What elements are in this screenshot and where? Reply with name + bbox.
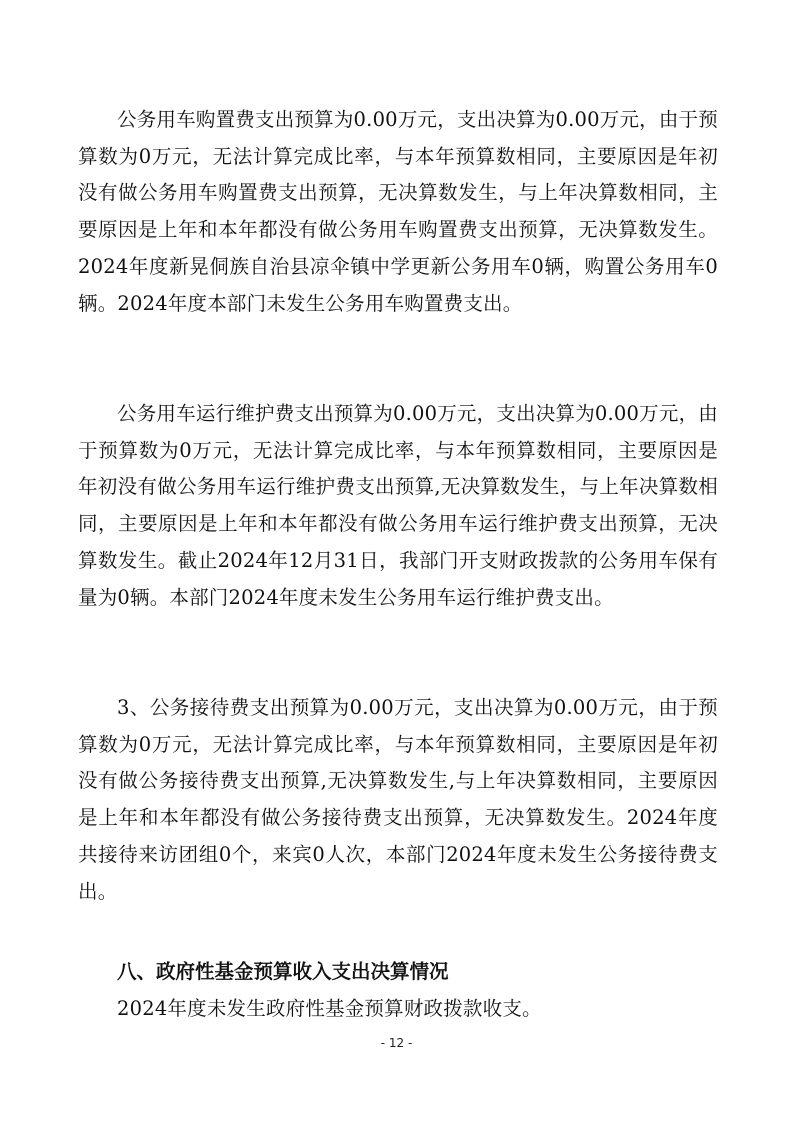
paragraph-government-fund: 2024年度未发生政府性基金预算财政拨款收支。 xyxy=(117,997,542,1020)
paragraph-reception: 3、公务接待费支出预算为0.00万元，支出决算为0.00万元，由于预算数为0万元，无法计算完成比率，与本年预算数相同，主要原因是年初没有做公务接待费支出预算,无决算数发生,与上年决算数相同，主要原因是上年和本年都没有做公务接待费支出预算，无决算数发生。2024年度共接待来访团组0个，来宾0人次，本部门2024年度未发生公务接待费支出。 xyxy=(78,696,718,903)
paragraph-vehicle-operation: 公务用车运行维护费支出预算为0.00万元，支出决算为0.00万元，由于预算数为0万元，无法计算完成比率，与本年预算数相同，主要原因是年初没有做公务用车运行维护费支出预算,无决算数发生，与上年决算数相同，主要原因是上年和本年都没有做公务用车运行维护费支出预算，无决算数发生。截止2024年12月31日，我部门开支财政拨款的公务用车保有量为0辆。本部门2024年度未发生公务用车运行维护费支出。 xyxy=(78,402,718,609)
page-number: - 12 - xyxy=(380,1036,413,1050)
section-heading: 八、政府性基金预算收入支出决算情况 xyxy=(117,960,449,983)
paragraph-vehicle-purchase: 公务用车购置费支出预算为0.00万元，支出决算为0.00万元，由于预算数为0万元，无法计算完成比率，与本年预算数相同，主要原因是年初没有做公务用车购置费支出预算，无决算数发生，与上年决算数相同，主要原因是上年和本年都没有做公务用车购置费支出预算，无决算数发生。2024年度新晃侗族自治县凉伞镇中学更新公务用车0辆，购置公务用车0辆。2024年度本部门未发生公务用车购置费支出。 xyxy=(78,108,718,315)
